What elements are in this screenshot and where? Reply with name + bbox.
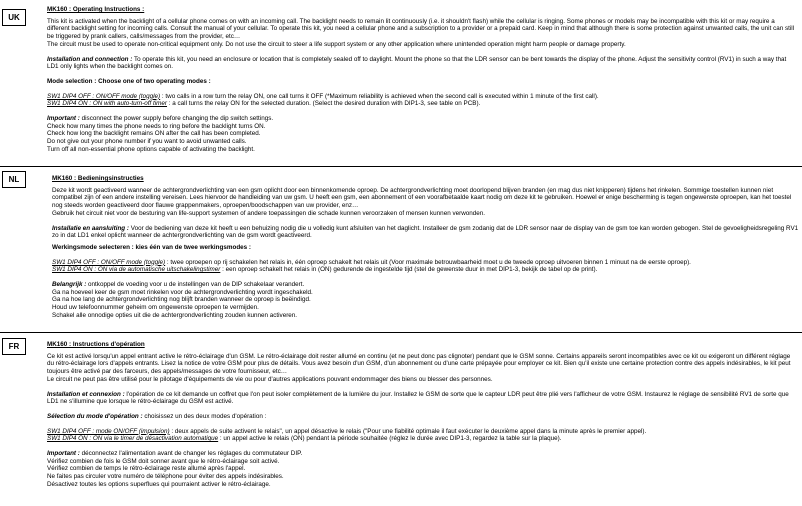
intro2-nl: Gebruik het circuit niet voor de besturing van life-support systemen of andere toepassingen die schade kunnen veroorzaken of mensen kunnen verwonden. (52, 209, 485, 217)
important-fr (47, 450, 799, 458)
mode2-label-nl: SW1 DIP4 ON : ON via de automatische uitschakelingstimer (52, 266, 221, 274)
important-nl (52, 281, 800, 289)
mode1-text-fr: : deux appels de suite activent le relais", un appel désactive le relais ("Pour une fiabilité optimale il faut exécuter le deuxième appel dans la minute après le premier appel). (169, 427, 647, 435)
mode2-label-fr: SW1 DIP4 ON : ON via le timer de désactivation automatique (47, 435, 219, 443)
tip-uk: Do not give out your phone number if you want to avoid unwanted calls. (47, 138, 247, 146)
mode1-nl (52, 259, 800, 267)
content-nl (52, 175, 800, 320)
mode-heading-uk: Mode selection : Choose one of two operating modes : (47, 77, 211, 85)
important-label-fr: Important : (47, 450, 80, 458)
mode2-uk (47, 100, 799, 108)
mode2-fr (47, 435, 799, 443)
tip-nl: Houd uw telefoonnummer geheim om ongewenste oproepen te vermijden. (52, 304, 259, 312)
mode1-uk (47, 93, 799, 101)
intro-nl: Deze kit wordt geactiveerd wanneer de achtergrondverlichting van een gsm oplicht door een binnenkomende oproep. De achtergrondverlichting moet doorlopend blijven branden (en mag dus niet knipperen) tijdens het rinkelen. Sommige toestellen kunnen niet compatibel zijn of een andere instelling vereisen. Lees hiervoor de handleiding van uw gsm. U heeft een gsm, een abonnement of een voorafbetaalde kaart nodig om deze kit te gebruiken. Hoewel er enige bescherming is tegen ongewenste oproepen, kan het toestel nog steeds worden geactiveerd door flauwe grappenmakers, oproepen/boodschappen van uw provider, enz… (52, 186, 792, 210)
install-text-nl: Voor de bediening van deze kit heeft u een behuizing nodig die u volledig kunt afsluiten van het daglicht. Installeer de gsm zodanig dat de LDR sensor naar de display van de gsm toe kan worden gebogen. Stel de gevoeligheidsregeling RV1 zo in dat LD1 enkel oplicht wanneer de achtergrondverlichting van de gsm wordt geactiveerd. (52, 224, 799, 240)
content-fr (47, 341, 799, 489)
mode-heading-rest-fr: choisissez un des deux modes d'opération : (142, 412, 267, 420)
mode-heading-label-fr: Sélection du mode d'opération : (47, 412, 143, 420)
install-nl (52, 225, 800, 240)
tip-nl: Ga na hoeveel keer de gsm moet rinkelen voor de achtergrondverlichting wordt ingeschakeld. (52, 288, 313, 296)
content-uk (47, 6, 799, 154)
mode2-label-uk: SW1 DIP4 ON : ON with auto-turn-off timer (47, 100, 168, 108)
mode1-text-nl: : twee oproepen op rij schakelen het relais in, één oproep schakelt het relais uit (Voor maximale betrouwbaarheid moet u de tweede oproep uitvoeren binnen 1 minuut na de eerste oproep). (165, 258, 691, 266)
tip-uk: Check how many times the phone needs to ring before the backlight turns ON. (47, 122, 266, 130)
intro-fr: Ce kit est activé lorsqu'un appel entrant active le rétro-éclairage d'un GSM. Le rétro-éclairage doit rester allumé en continu (et ne peut donc pas clignoter) pendant que le GSM sonne. Certains appareils seront incompatibles avec ce kit ou exigeront un différent réglage du rétro-éclairage lors d'appels entrants. Lisez la notice de votre GSM pour plus de détails. Vous avez besoin d'un GSM, d'un abonnement ou d'une carte prépayée pour employer ce kit. Bien qu'il existe une certaine protection contre des appels indésirables, le kit peut toujours être activé par des farceurs, des appels/messages de votre fournisseur, etc… (47, 352, 791, 376)
mode1-label-nl: SW1 DIP4 OFF : ON/OFF mode (toggle) (52, 258, 166, 266)
section-uk (0, 0, 802, 168)
tip-fr: Désactivez toutes les options superflues qui pourraient activer le rétro-éclairage. (47, 480, 271, 488)
important-text-fr: déconnectez l'alimentation avant de changer les réglages du commutateur DIP. (79, 450, 303, 458)
language-badge-nl: NL (2, 171, 26, 188)
install-fr (47, 391, 799, 406)
important-label-uk: Important : (47, 115, 80, 123)
tip-fr: Vérifiez combien de temps le rétro-éclairage reste allumé après l'appel. (47, 465, 246, 473)
install-label-uk: Installation and connection : (47, 55, 133, 63)
tip-nl: Schakel alle onnodige opties uit die de achtergrondverlichting zouden kunnen activeren. (52, 311, 298, 319)
mode-heading-fr (47, 413, 799, 421)
tip-fr: Vérifiez combien de fois le GSM doit sonner avant que le rétro-éclairage soit activé. (47, 457, 280, 465)
mode-heading-nl: Werkingsmode selecteren : kies één van de twee werkingsmodes : (52, 243, 252, 251)
tip-uk: Turn off all non-essential phone options capable of activating the backlight. (47, 145, 255, 153)
install-text-uk: To operate this kit, you need an enclosure or location that is completely sealed off to daylight. Mount the phone so that the LDR sensor can be bent towards the display of the phone. Adjust the sensitivity control (RV1) in such a way that LD1 only lights when the backlight comes on. (47, 55, 787, 71)
intro2-uk: The circuit must be used to operate non-critical equipment only. Do not use the circuit to steer a life support system or any other application where unintended operation might harm people or damage property. (47, 40, 626, 48)
important-text-uk: disconnect the power supply before changing the dip switch settings. (79, 115, 274, 123)
intro-uk: This kit is activated when the backlight of a cellular phone comes on with an incoming call. The backlight needs to remain lit continuously (i.e. it shouldn't flash) while the cellular is ringing. Some phones or models may be incompatible with this kit or may require a different backlight setting for incoming calls. Consult the manual of your cellular. To operate this kit, you need a cellular phone and a subscription to a provider or a prepaid card. Keep in mind that although there is some protection against unwanted calls, the unit can still be triggered by prank callers, calls/messages from the provider, etc… (47, 17, 795, 41)
mode1-text-uk: : two calls in a row turn the relay ON, one call turns it OFF (*Maximum reliability is achieved when the second call is executed within 1 minute of the first call). (160, 92, 599, 100)
install-text-fr: l'opération de ce kit demande un coffret que l'on peut isoler complètement de la lumière du jour. Installez le GSM de sorte que le capteur LDR peut être plié vers l'afficheur de votre GSM. Instaurez le réglage de sensibilité RV1 de sorte que LD1 ne s'illumine que lorsque le rétro-éclairage du GSM est activé. (47, 390, 789, 406)
language-badge-fr: FR (2, 338, 26, 355)
mode1-label-fr: SW1 DIP4 OFF : mode ON/OFF (impulsion) (47, 427, 170, 435)
mode2-text-nl: : een oproep schakelt het relais in (ON) gedurende de ingestelde tijd (stel de gewenste duur in met DIP1-3, bekijk de tabel op de print). (220, 266, 598, 274)
mode2-nl (52, 266, 800, 274)
intro2-fr: Le circuit ne peut pas être utilisé pour le pilotage d'équipements de vie ou pour d'autres applications pouvant endommager des biens ou blesser des personnes. (47, 375, 493, 383)
install-label-fr: Installation et connexion : (47, 390, 125, 398)
mode2-text-fr: : un appel active le relais (ON) pendant la période souhaitée (réglez le durée avec DIP1-3, regardez la table sur la plaque). (218, 435, 562, 443)
language-badge-uk: UK (2, 9, 26, 26)
tip-uk: Check how long the backlight remains ON after the call has been completed. (47, 130, 261, 138)
mode1-label-uk: SW1 DIP4 OFF : ON/OFF mode (toggle) (47, 92, 161, 100)
section-nl (0, 167, 802, 332)
mode2-text-uk: : a call turns the relay ON for the selected duration. (Select the desired duration with DIP1-3, see table on PCB). (167, 100, 481, 108)
tip-fr: Ne faites pas circuler votre numéro de téléphone pour éviter des appels indésirables. (47, 473, 284, 481)
title-fr: MK160 : Instructions d'opération (47, 341, 145, 348)
title-uk: MK160 : Operating Instructions : (47, 6, 145, 13)
install-uk (47, 56, 799, 71)
install-label-nl: Installatie en aansluiting : (52, 224, 129, 232)
section-fr (0, 333, 802, 506)
important-text-nl: ontkoppel de voeding voor u de instellingen van de DIP schakelaar verandert. (86, 281, 305, 289)
title-nl: MK160 : Bedieningsinstructies (52, 175, 144, 182)
important-uk (47, 115, 799, 123)
mode1-fr (47, 428, 799, 436)
important-label-nl: Belangrijk : (52, 281, 87, 289)
tip-nl: Ga na hoe lang de achtergrondverlichting nog blijft branden wanneer de oproep is beëindigd. (52, 296, 311, 304)
